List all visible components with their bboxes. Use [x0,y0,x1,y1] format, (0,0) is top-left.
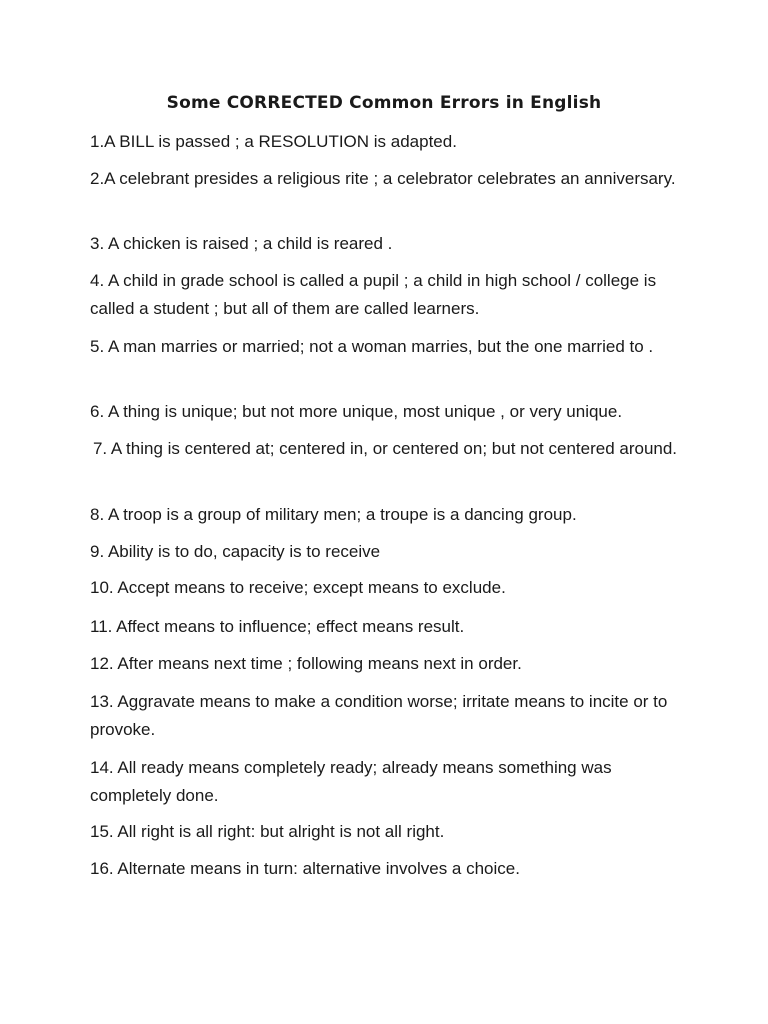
list-item: 15. All right is all right: but alright is not all right. [90,822,445,841]
list-item: 2.A celebrant presides a religious rite ; a celebrator celebrates an anniversary. [90,169,676,188]
list-item: 8. A troop is a group of military men; a troupe is a dancing group. [90,505,577,524]
list-item: 12. After means next time ; following means next in order. [90,654,522,673]
list-item: 4. A child in grade school is called a pupil ; a child in high school / college is called a student ; but all of them are called learners. [90,271,657,318]
list-item: 11. Affect means to influence; effect means result. [90,617,465,636]
list-item: 14. All ready means completely ready; already means something was completely done. [90,758,612,805]
list-item: 3. A chicken is raised ; a child is reared . [90,234,393,253]
list-item: 13. Aggravate means to make a condition worse; irritate means to incite or to provoke. [90,692,668,739]
document-title: Some CORRECTED Common Errors in English [166,93,602,113]
list-item: 5. A man marries or married; not a woman marries, but the one married to . [90,337,654,356]
list-item: 9. Ability is to do, capacity is to receive [90,542,381,561]
list-item: 16. Alternate means in turn: alternative involves a choice. [90,859,520,878]
list-item: 10. Accept means to receive; except means to exclude. [90,578,506,597]
list-item: 6. A thing is unique; but not more unique, most unique , or very unique. [90,402,623,421]
list-item: 7. A thing is centered at; centered in, or centered on; but not centered around. [92,439,678,458]
list-item: 1.A BILL is passed ; a RESOLUTION is adapted. [90,132,457,151]
